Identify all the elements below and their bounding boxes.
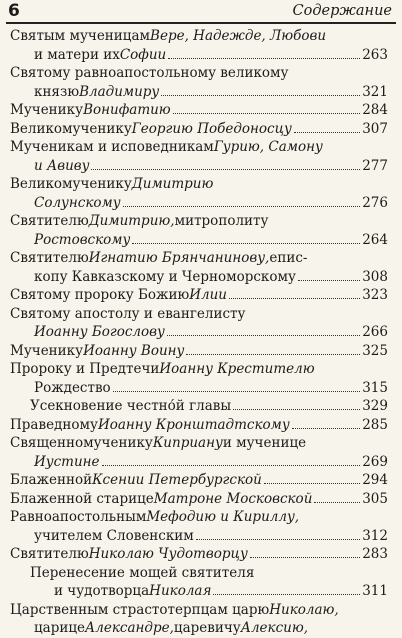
toc-line	[10, 286, 388, 305]
dot-leader	[168, 58, 360, 59]
toc-name-text: Иоанну Богослову	[34, 324, 165, 340]
toc-line	[10, 434, 388, 453]
toc-line	[10, 249, 388, 268]
toc-name-text: и Авиву	[34, 157, 90, 174]
toc-name-text: Николаю Чудотворцу	[88, 546, 248, 562]
toc-text: князю	[34, 83, 80, 100]
toc-name-text: Александре,	[85, 620, 174, 636]
toc-entry	[10, 64, 388, 101]
toc-line	[10, 508, 388, 527]
toc-line	[10, 323, 388, 342]
toc-line	[10, 342, 388, 361]
page-header	[8, 0, 392, 22]
toc-line	[10, 138, 388, 157]
dot-leader	[123, 206, 361, 207]
toc-page-number: 264	[362, 231, 388, 248]
header-rule	[6, 22, 396, 24]
toc-entry	[10, 434, 388, 471]
toc-name-text: Матроне Московской	[153, 490, 313, 507]
toc-entry	[10, 360, 388, 397]
toc-text: Рождество	[34, 379, 111, 396]
dot-leader	[132, 243, 360, 244]
toc-entry	[10, 286, 388, 305]
dot-leader	[229, 298, 360, 299]
toc-text: Праведному	[10, 416, 98, 433]
toc-name-text: Георгию Победоносцу	[131, 120, 292, 137]
toc-line	[10, 582, 388, 601]
toc-text: и чудотворца	[54, 583, 150, 599]
toc-page-number: 285	[362, 416, 388, 433]
toc-line	[10, 212, 388, 231]
toc-line	[10, 545, 388, 564]
toc-name-text: Ростовскому	[34, 231, 131, 248]
toc-text: Равноапостольным	[10, 509, 147, 525]
toc-text: Святителю	[10, 546, 89, 562]
toc-text: Святому пророку Божию	[10, 287, 190, 303]
toc-entry	[10, 120, 388, 139]
toc-text: Мученику	[10, 342, 84, 359]
toc-page-number: 277	[362, 157, 388, 174]
dot-leader	[113, 391, 361, 392]
toc-text: Великомученику	[10, 176, 132, 192]
toc-line	[10, 601, 388, 620]
dot-leader	[233, 409, 360, 410]
toc-text: Усекновение честно́й главы	[30, 398, 232, 414]
toc-page-number: 307	[362, 120, 388, 137]
toc-entry	[10, 397, 388, 416]
toc-name-text: Вере, Надежде, Любови	[150, 28, 327, 44]
toc-name-text: Иоанну Кронштадтскому	[97, 416, 290, 433]
toc-text: и матери их	[34, 46, 120, 63]
toc-line	[10, 194, 388, 213]
toc-line	[10, 471, 388, 490]
toc-name-text: Николая	[149, 583, 212, 599]
toc-line	[10, 268, 388, 287]
toc-page-number: 311	[362, 583, 388, 599]
toc-text: Святому равноапостольному великому	[10, 65, 289, 81]
toc-text: Святым мученицам	[10, 28, 151, 44]
toc-line	[10, 64, 388, 83]
toc-name-text: Софии	[119, 46, 167, 63]
dot-leader	[292, 428, 361, 429]
toc-entry	[10, 27, 388, 64]
toc-entry	[10, 249, 388, 286]
toc-name-text: Илии	[189, 287, 227, 303]
toc-text: Святителю	[10, 213, 89, 229]
toc-text: Святому апостолу и евангелисту	[10, 305, 246, 322]
toc-line	[10, 564, 388, 583]
toc-page-number: 321	[362, 83, 388, 100]
toc-text: учителем Словенским	[34, 527, 194, 544]
toc-name-text: Алексию,	[240, 620, 309, 636]
toc-text: Мученику	[10, 102, 84, 118]
toc-text: царевичу	[173, 620, 241, 636]
toc-text: Великомученику	[10, 120, 132, 137]
table-of-contents	[10, 27, 388, 638]
running-title: Содержание	[292, 3, 392, 19]
toc-page-number: 315	[362, 379, 388, 396]
toc-text: копу Кавказскому и Черноморскому	[34, 268, 296, 285]
toc-entry	[10, 342, 388, 361]
toc-page-number: 263	[362, 46, 388, 63]
toc-name-text: Димитрию	[131, 176, 214, 192]
toc-line	[10, 305, 388, 324]
toc-name-text: Ксении Петербургской	[92, 472, 262, 488]
toc-page-number: 284	[362, 102, 388, 118]
toc-name-text: Киприану	[152, 435, 223, 451]
page-number: 6	[8, 1, 20, 21]
dot-leader	[314, 502, 360, 503]
toc-text: и мученице	[222, 435, 307, 451]
toc-entry	[10, 175, 388, 212]
dot-leader	[196, 539, 360, 540]
toc-entry	[10, 564, 388, 601]
toc-entry	[10, 545, 388, 564]
toc-page-number: 266	[362, 324, 388, 340]
toc-line	[10, 360, 388, 379]
toc-text: Священномученику	[10, 435, 153, 451]
toc-line	[10, 397, 388, 416]
toc-line	[10, 101, 388, 120]
toc-line	[10, 83, 388, 102]
toc-line	[10, 175, 388, 194]
toc-text: митрополиту	[174, 213, 269, 229]
toc-entry	[10, 490, 388, 509]
toc-line	[10, 490, 388, 509]
toc-name-text: Димитрию,	[88, 213, 175, 229]
dot-leader	[294, 132, 360, 133]
dot-leader	[186, 354, 360, 355]
toc-text: Святителю	[10, 250, 89, 266]
dot-leader	[264, 483, 360, 484]
toc-entry	[10, 212, 388, 249]
toc-entry	[10, 305, 388, 342]
toc-name-text: Гурию, Самону	[213, 139, 323, 155]
toc-entry	[10, 471, 388, 490]
toc-page-number: 283	[362, 546, 388, 562]
toc-text: Блаженной	[10, 472, 93, 488]
toc-line	[10, 120, 388, 139]
toc-text: царице	[34, 620, 86, 636]
toc-page-number: 308	[362, 268, 388, 285]
dot-leader	[298, 280, 360, 281]
toc-text: Пророку и Предтечи	[10, 361, 160, 377]
toc-page-number: 269	[362, 453, 388, 470]
toc-line	[10, 527, 388, 546]
toc-name-text: Николаю,	[269, 601, 339, 618]
toc-line	[10, 379, 388, 398]
toc-entry	[10, 138, 388, 175]
dot-leader	[161, 95, 360, 96]
toc-line	[10, 27, 388, 46]
toc-name-text: Владимиру	[79, 83, 160, 100]
toc-text: епис-	[269, 250, 308, 266]
dot-leader	[167, 335, 360, 336]
toc-line	[10, 157, 388, 176]
toc-page-number: 329	[362, 398, 388, 414]
toc-page-number: 325	[362, 342, 388, 359]
toc-page-number: 323	[362, 287, 388, 303]
toc-entry	[10, 101, 388, 120]
toc-line	[10, 231, 388, 250]
toc-entry	[10, 601, 388, 638]
toc-line	[10, 453, 388, 472]
toc-name-text: Иоанну Крестителю	[159, 361, 315, 377]
toc-line	[10, 619, 388, 638]
toc-line	[10, 46, 388, 65]
dot-leader	[91, 169, 360, 170]
toc-name-text: Игнатию Брянчанинову,	[88, 250, 270, 266]
dot-leader	[102, 465, 361, 466]
toc-text: Перенесение мощей святителя	[30, 564, 255, 581]
toc-page-number: 276	[362, 194, 388, 211]
dot-leader	[250, 557, 360, 558]
toc-name-text: Солунскому	[34, 194, 121, 211]
toc-page-number: 312	[362, 527, 388, 544]
toc-text: Царственным страстотерпцам царю	[10, 601, 270, 618]
toc-text: Блаженной старице	[10, 490, 154, 507]
toc-text: Мученикам и исповедникам	[10, 139, 214, 155]
toc-page-number: 305	[362, 490, 388, 507]
toc-name-text: Мефодию и Кириллу,	[146, 509, 300, 525]
toc-name-text: Иоанну Воину	[83, 342, 185, 359]
toc-name-text: Вонифатию	[83, 102, 171, 118]
toc-entry	[10, 508, 388, 545]
toc-name-text: Иустине	[34, 453, 100, 470]
toc-line	[10, 416, 388, 435]
toc-entry	[10, 416, 388, 435]
dot-leader	[213, 594, 360, 595]
toc-page-number: 294	[362, 472, 388, 488]
dot-leader	[173, 113, 361, 114]
